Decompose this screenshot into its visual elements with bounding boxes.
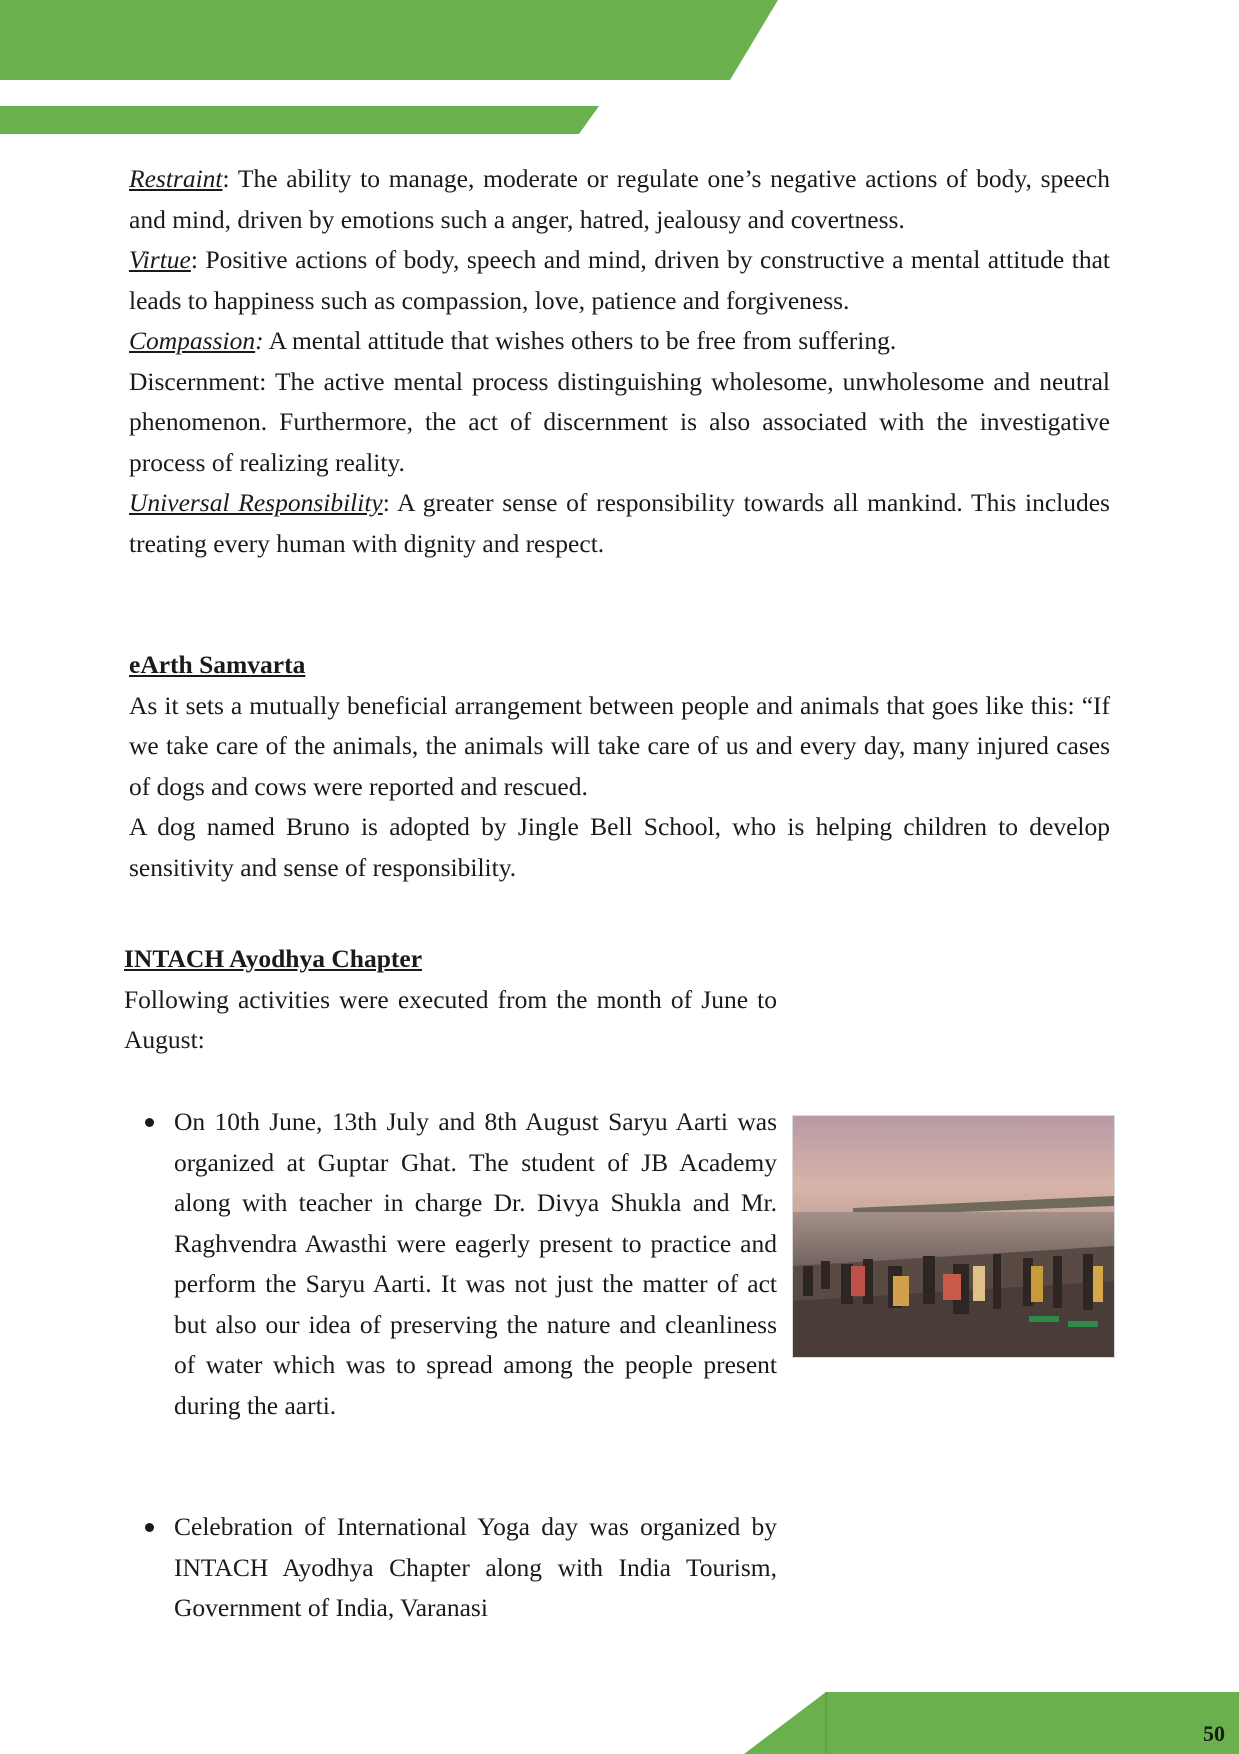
saryu-aarti-photo (792, 1115, 1115, 1358)
term-label: Universal Responsibility (129, 488, 383, 517)
definition-universal-responsibility: Universal Responsibility: A greater sense of responsibility towards all mankind. This includes treating every human with dignity and respect. (129, 488, 1110, 558)
section-heading: eArth Samvarta (129, 650, 306, 679)
list-item: On 10th June, 13th July and 8th August Saryu Aarti was organized at Guptar Ghat. The student of JB Academy along with teacher in charge Dr. Divya Shukla and Mr. Raghvendra Awasthi were eagerly present to practice and perform the Saryu Aarti. It was not just the matter of act but also our idea of preserving the nature and cleanliness of water which was to spread among the people present during the aarti. (124, 1102, 777, 1426)
earth-samvarta-section (129, 645, 1110, 888)
intach-section (124, 939, 777, 1061)
photo-image (793, 1116, 1114, 1357)
definition-compassion: Compassion: A mental attitude that wishes others to be free from suffering. (129, 326, 897, 355)
bullet-list (124, 1507, 777, 1629)
definition-restraint: Restraint: The ability to manage, moderate or regulate one’s negative actions of body, speech and mind, driven by emotions such a anger, hatred, jealousy and covertness. (129, 164, 1110, 234)
definition-virtue: Virtue: Positive actions of body, speech and mind, driven by constructive a mental attitude that leads to happiness such as compassion, love, patience and forgiveness. (129, 245, 1110, 315)
section-heading: INTACH Ayodhya Chapter (124, 944, 423, 973)
definitions-section (129, 159, 1110, 564)
header-band-top (0, 0, 778, 80)
term-label: Restraint (129, 164, 223, 193)
intro-paragraph: Following activities were executed from the month of June to August: (124, 984, 777, 1054)
bullet-list (124, 1102, 777, 1426)
paragraph: A dog named Bruno is adopted by Jingle Bell School, who is helping children to develop sensitivity and sense of responsibility. (129, 812, 1110, 882)
term-label: Compassion (129, 326, 256, 355)
paragraph: As it sets a mutually beneficial arrangement between people and animals that goes like this: “If we take care of the animals, the animals will take care of us and every day, many injured cases of dogs and cows were reported and rescued. (129, 690, 1110, 801)
definition-discernment: Discernment: The active mental process distinguishing wholesome, unwholesome and neutral phenomenon. Furthermore, the act of discernment is also associated with the investigative process of realizing reality. (129, 366, 1110, 477)
footer-band-left (744, 1692, 1239, 1754)
term-label: Virtue (129, 245, 191, 274)
header-band-bottom (0, 106, 599, 134)
page-number: 50 (1203, 1721, 1225, 1746)
list-item: Celebration of International Yoga day was organized by INTACH Ayodhya Chapter along with India Tourism, Government of India, Varanasi (124, 1507, 777, 1629)
